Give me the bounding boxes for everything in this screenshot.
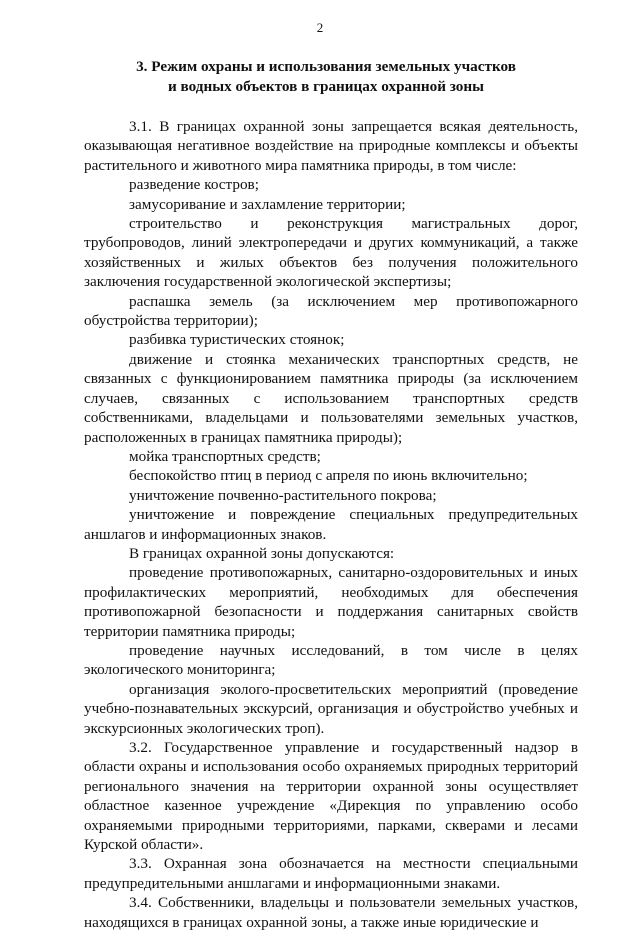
allowed-research: проведение научных исследований, в том числе в целях экологического мониторинга;: [84, 641, 578, 679]
paragraph-3-4: 3.4. Собственники, владельцы и пользователи земельных участков, находящихся в границах охранной зоны, а также иные юридические и: [84, 894, 578, 931]
paragraph-3-1: 3.1. В границах охранной зоны запрещается всякая деятельность, оказывающая негативное воздействие на природные комплексы и объекты растительного и животного мира памятника природы, в том числе:: [84, 118, 578, 174]
section-heading-line-2: и водных объектов в границах охранной зоны: [168, 78, 484, 95]
list-item-construction: строительство и реконструкция магистральных дорог, трубопроводов, линий электропередачи и других коммуникаций, а также хозяйственных и жилых объектов без получения положительного заключения государственной экологической экспертизы;: [84, 215, 578, 291]
section-heading: [76, 57, 576, 97]
list-item-bird-disturbance: беспокойство птиц в период с апреля по июнь включительно;: [129, 467, 528, 485]
allowed-fire-prevention: проведение противопожарных, санитарно-оздоровительных и иных профилактических мероприятий, необходимых для обеспечения противопожарной безопасности и поддержания санитарных свойств территории памятника природы;: [84, 564, 578, 640]
allowed-education: организация эколого-просветительских мероприятий (проведение учебно-познавательных экскурсий, организация и обустройство учебных и экскурсионных экологических троп).: [84, 680, 578, 737]
list-item-signs-damage: уничтожение и повреждение специальных предупредительных аншлагов и информационных знаков.: [84, 506, 578, 543]
list-item-soil-destruction: уничтожение почвенно-растительного покрова;: [129, 486, 437, 504]
allowed-intro: В границах охранной зоны допускаются:: [129, 544, 395, 562]
list-item-littering: замусоривание и захламление территории;: [129, 195, 406, 213]
list-item-campfires: разведение костров;: [129, 176, 259, 194]
page-number: 2: [316, 20, 324, 35]
list-item-vehicles: движение и стоянка механических транспортных средств, не связанных с функционированием памятника природы (за исключением случаев, связанных с использованием транспортных средств собственниками, владельцами и пользователями земельных участков, расположенных в границах памятника природы);: [84, 350, 578, 446]
paragraph-3-2: 3.2. Государственное управление и государственный надзор в области охраны и использования особо охраняемых природных территорий регионального значения на территории охранной зоны осуществляет областное казенное учреждение «Дирекция по управлению особо охраняемыми природными территориями, парками, скверами и лесами Курской области».: [84, 739, 578, 854]
list-item-car-washing: мойка транспортных средств;: [129, 447, 321, 465]
paragraph-3-3: 3.3. Охранная зона обозначается на местности специальными предупредительными аншлагами и информационными знаками.: [84, 855, 578, 892]
document-body: [84, 117, 578, 932]
section-heading-line-1: 3. Режим охраны и использования земельных участков: [136, 58, 516, 75]
list-item-camping: разбивка туристических стоянок;: [129, 331, 345, 349]
list-item-plowing: распашка земель (за исключением мер противопожарного обустройства территории);: [84, 292, 578, 330]
